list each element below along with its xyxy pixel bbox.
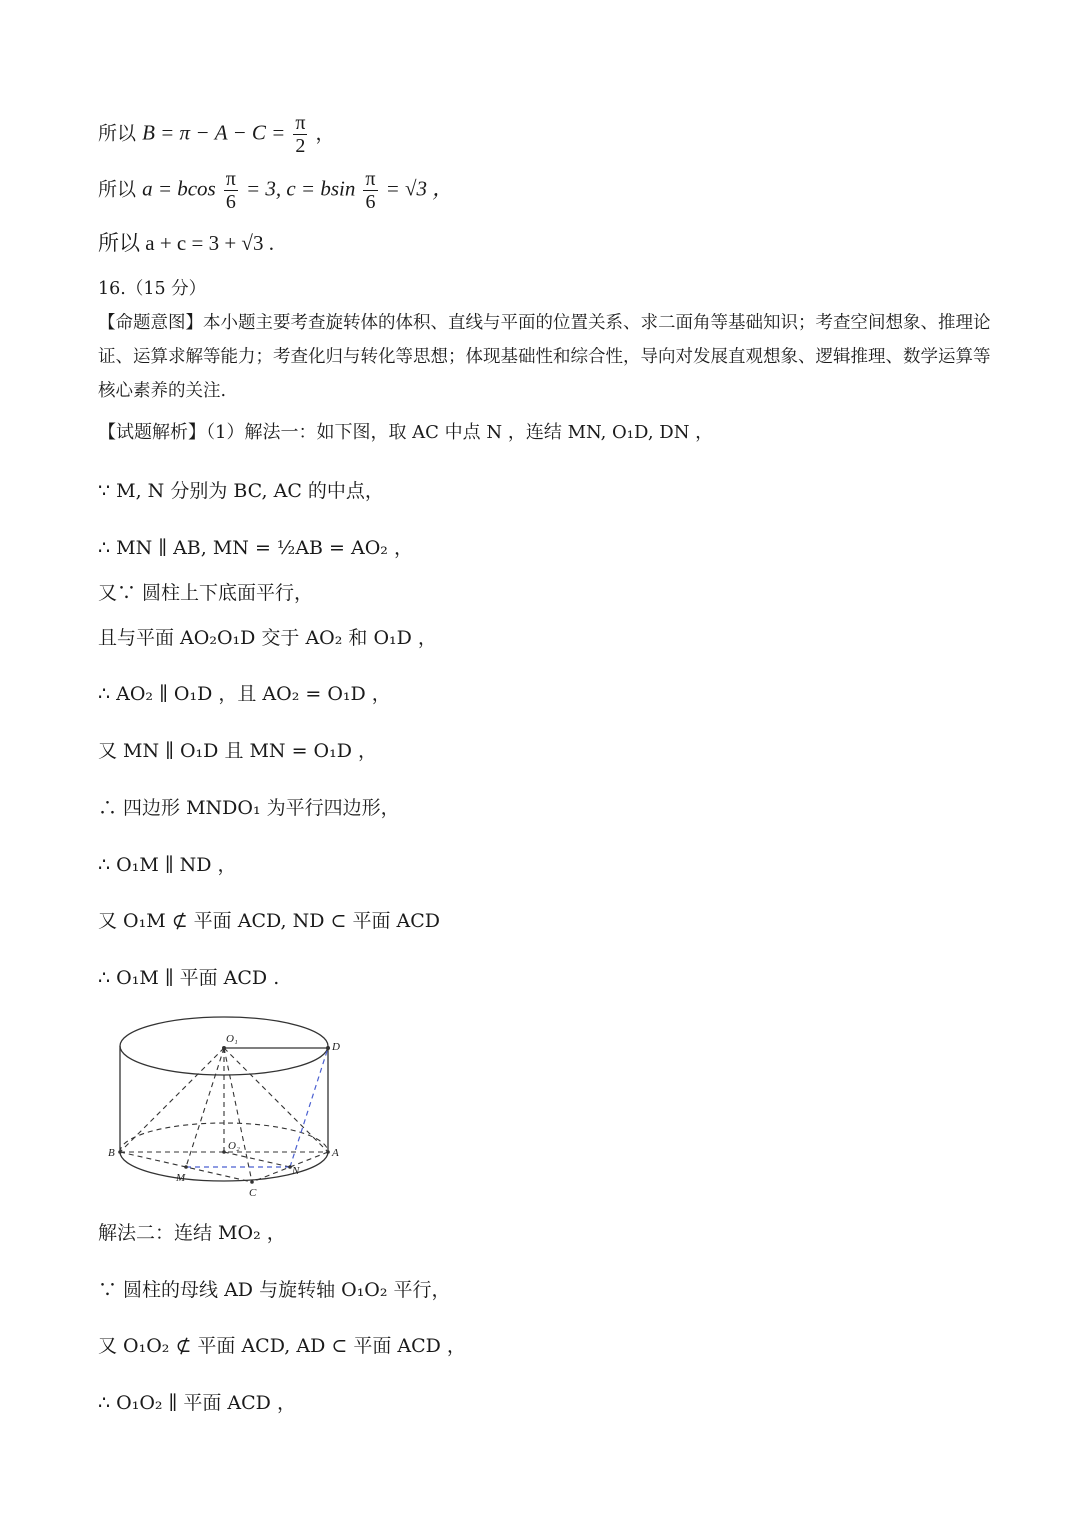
- label-M: M: [176, 1172, 186, 1184]
- label-A: A: [332, 1147, 339, 1159]
- question-intent: 【命题意图】本小题主要考查旋转体的体积、直线与平面的位置关系、求二面角等基础知识；考查空间想象、推理论证、运算求解等能力；考查化归与转化等思想；体现基础性和综合性，导向对发展直观想象、逻辑推理、数学运算等核心素养的关注.: [98, 313, 991, 401]
- text-prefix: 所以: [98, 178, 137, 201]
- formula-line-a-c: [98, 168, 453, 213]
- fraction: [293, 112, 307, 157]
- point-C: [250, 1180, 254, 1184]
- formula-expr: = √3 ，: [385, 176, 454, 201]
- formula-line-sum: [98, 230, 274, 257]
- text-suffix: ，: [315, 122, 335, 145]
- segment-O1M: [186, 1048, 224, 1167]
- fraction-numerator: π: [365, 168, 376, 190]
- formula-expr: 所以 a + c = 3 + √3 .: [98, 231, 274, 255]
- formula-expr: = 3, c = bsin: [245, 176, 356, 201]
- label-B: B: [108, 1147, 115, 1159]
- point-O2: [222, 1150, 226, 1154]
- formula-expr: B = π − A − C =: [142, 120, 286, 145]
- point-M: [184, 1165, 188, 1169]
- proof-step-1: ∵ M, N 分别为 BC, AC 的中点，: [98, 480, 384, 502]
- proof-step-10: ∴ O₁M ∥ 平面 ACD .: [98, 967, 280, 989]
- segment-O1B: [120, 1048, 224, 1152]
- proof-step-8: ∴ O₁M ∥ ND ，: [98, 854, 237, 876]
- solution2-step-3: 又 O₁O₂ ⊄ 平面 ACD, AD ⊂ 平面 ACD ，: [98, 1335, 466, 1357]
- fraction-denominator: 2: [295, 135, 306, 157]
- text-prefix: 所以: [98, 122, 137, 145]
- proof-step-5: ∴ AO₂ ∥ O₁D ，且 AO₂ = O₁D ，: [98, 683, 391, 705]
- label-N: N: [292, 1165, 300, 1177]
- segment-O1C: [224, 1048, 252, 1182]
- segment-NO2: [224, 1152, 290, 1167]
- label-D: D: [332, 1041, 340, 1053]
- fraction: [363, 168, 377, 213]
- formula-line-B: [98, 112, 335, 157]
- point-A: [326, 1150, 330, 1154]
- label-O2: O₂: [228, 1140, 240, 1152]
- fraction-numerator: π: [225, 168, 236, 190]
- fraction-denominator: 6: [365, 191, 376, 213]
- fraction-denominator: 6: [225, 191, 236, 213]
- fraction-numerator: π: [295, 112, 306, 134]
- segment-ND: [290, 1048, 328, 1167]
- question-header: 16.（15 分）: [98, 279, 207, 299]
- solution2-step-4: ∴ O₁O₂ ∥ 平面 ACD ，: [98, 1392, 296, 1414]
- proof-step-9: 又 O₁M ⊄ 平面 ACD, ND ⊂ 平面 ACD: [98, 910, 441, 932]
- formula-expr: a = bcos: [142, 176, 216, 201]
- solution2-step-2: ∵ 圆柱的母线 AD 与旋转轴 O₁O₂ 平行，: [98, 1279, 451, 1301]
- cylinder-figure: [104, 1010, 354, 1200]
- proof-step-7: ∴ 四边形 MNDO₁ 为平行四边形，: [98, 797, 400, 819]
- proof-step-3: 又∵ 圆柱上下底面平行，: [98, 582, 314, 604]
- point-O1: [222, 1046, 226, 1050]
- point-B: [118, 1150, 122, 1154]
- label-C: C: [249, 1187, 257, 1199]
- analysis-intro: 【试题解析】（1）解法一：如下图，取 AC 中点 N ，连结 MN, O₁D, DN ，: [98, 422, 714, 443]
- point-D: [326, 1046, 330, 1050]
- proof-step-2: ∴ MN ∥ AB, MN = ½AB = AO₂ ，: [98, 537, 413, 559]
- fraction: [224, 168, 238, 213]
- label-O1: O₁: [226, 1033, 238, 1045]
- proof-step-6: 又 MN ∥ O₁D 且 MN = O₁D ，: [98, 740, 378, 762]
- solution2-step-1: 解法二：连结 MO₂ ，: [98, 1222, 286, 1244]
- proof-step-4: 且与平面 AO₂O₁D 交于 AO₂ 和 O₁D ，: [98, 627, 437, 649]
